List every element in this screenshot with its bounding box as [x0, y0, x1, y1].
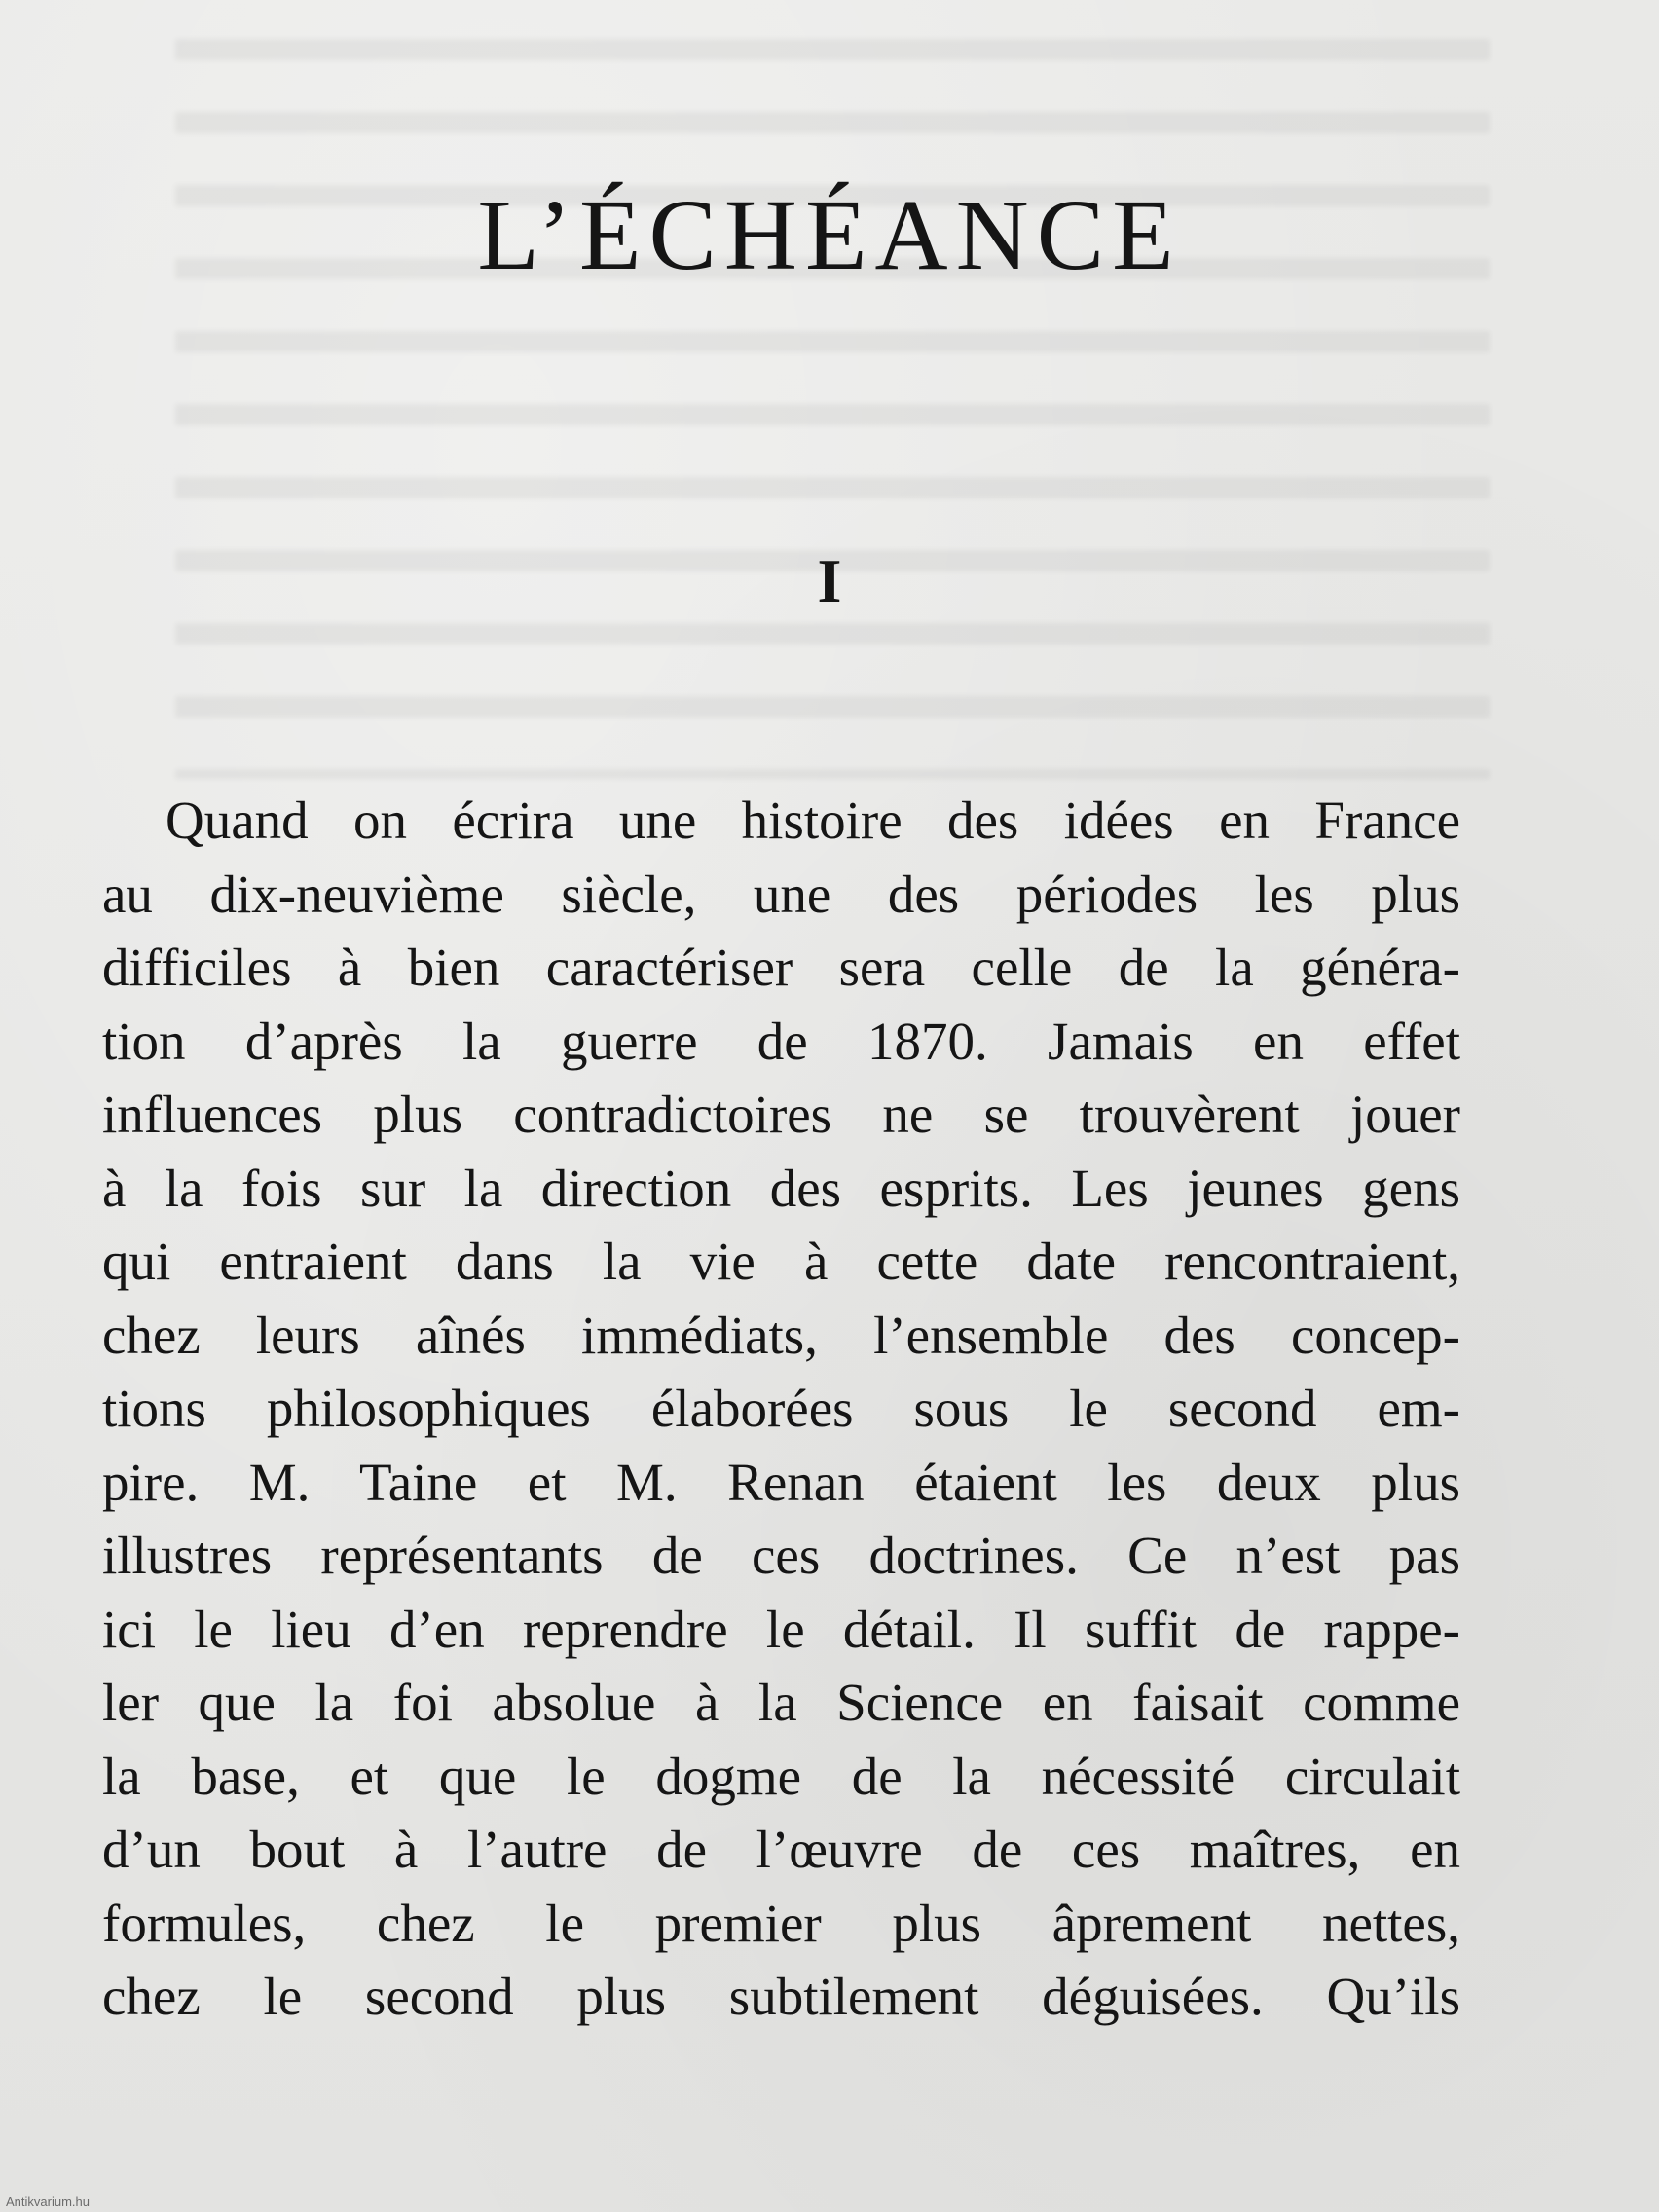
- text-line: pire. M. Taine et M. Renan étaient les deux plus: [102, 1452, 1460, 1512]
- text-line: chez le second plus subtilement déguisées. Qu’ils: [102, 1967, 1460, 2026]
- text-line: qui entraient dans la vie à cette date rencontraient,: [102, 1232, 1460, 1291]
- show-through-text: [175, 39, 1490, 779]
- text-line: au dix-neuvième siècle, une des périodes les plus: [102, 864, 1460, 924]
- text-line: chez leurs aînés immédiats, l’ensemble des concep-: [102, 1305, 1460, 1365]
- text-line: tions philosophiques élaborées sous le second em-: [102, 1379, 1460, 1438]
- chapter-number: I: [817, 546, 842, 615]
- text-line: à la fois sur la direction des esprits. Les jeunes gens: [102, 1158, 1460, 1218]
- body-paragraph: [102, 784, 1460, 2034]
- text-line: d’un bout à l’autre de l’œuvre de ces maîtres, en: [102, 1820, 1460, 1879]
- page-title: L’ÉCHÉANCE: [477, 179, 1182, 291]
- text-line: difficiles à bien caractériser sera celle de la généra-: [102, 938, 1460, 997]
- text-line: ler que la foi absolue à la Science en faisait comme: [102, 1673, 1460, 1732]
- text-line: Quand on écrira une histoire des idées en France: [166, 791, 1460, 850]
- text-line: illustres représentants de ces doctrines. Ce n’est pas: [102, 1526, 1460, 1585]
- text-line: formules, chez le premier plus âprement nettes,: [102, 1893, 1460, 1953]
- text-line: tion d’après la guerre de 1870. Jamais en effet: [102, 1011, 1460, 1071]
- watermark: Antikvarium.hu: [6, 2194, 90, 2209]
- text-line: ici le lieu d’en reprendre le détail. Il suffit de rappe-: [102, 1599, 1460, 1659]
- text-line: influences plus contradictoires ne se trouvèrent jouer: [102, 1085, 1460, 1144]
- text-line: la base, et que le dogme de la nécessité circulait: [102, 1746, 1460, 1806]
